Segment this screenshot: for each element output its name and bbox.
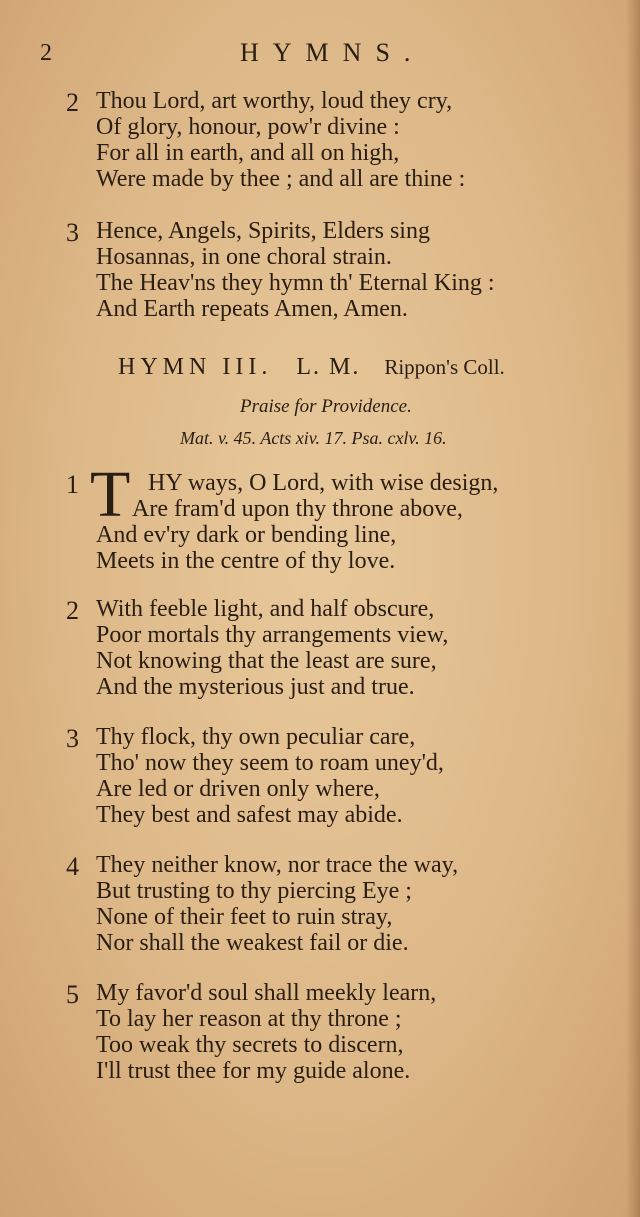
- scripture-reference: Mat. v. 45. Acts xiv. 17. Psa. cxlv. 16.: [180, 428, 447, 448]
- drop-cap: T: [90, 458, 131, 531]
- verse-line: Are led or driven only where,: [96, 776, 380, 802]
- stanza-number: 1: [66, 470, 79, 499]
- top-stanza-3: [0, 218, 640, 338]
- verse-line: They best and safest may abide.: [96, 802, 403, 828]
- stanza-number: 2: [66, 88, 79, 117]
- verse-line: Nor shall the weakest fail or die.: [96, 930, 409, 956]
- hymn-subtitle: Praise for Providence.: [240, 396, 412, 417]
- verse-line: Hence, Angels, Spirits, Elders sing: [96, 218, 430, 244]
- verse-line: Are fram'd upon thy throne above,: [132, 496, 463, 522]
- stanza-3: [0, 724, 640, 834]
- stanza-number: 5: [66, 980, 79, 1009]
- running-head: HYMNS.: [240, 38, 425, 67]
- verse-line: And ev'ry dark or bending line,: [96, 522, 397, 548]
- hymn-heading: [118, 354, 505, 381]
- verse-line: With feeble light, and half obscure,: [96, 596, 435, 622]
- verse-line: Poor mortals thy arrangements view,: [96, 622, 449, 648]
- stanza-number: 3: [66, 724, 79, 753]
- verse-line: Too weak thy secrets to discern,: [96, 1032, 404, 1058]
- stanza-4: [0, 852, 640, 962]
- hymn-meter: L. M.: [296, 354, 361, 380]
- verse-line: I'll trust thee for my guide alone.: [96, 1058, 411, 1084]
- verse-line: My favor'd soul shall meekly learn,: [96, 980, 437, 1006]
- verse-line: To lay her reason at thy throne ;: [96, 1006, 402, 1032]
- stanza-number: 3: [66, 218, 79, 247]
- verse-line: Meets in the centre of thy love.: [96, 548, 396, 574]
- verse-line: Tho' now they seem to roam uney'd,: [96, 750, 444, 776]
- verse-line: None of their feet to ruin stray,: [96, 904, 393, 930]
- top-stanza-2: [0, 88, 640, 208]
- verse-line: Thou Lord, art worthy, loud they cry,: [96, 88, 453, 114]
- verse-line: And the mysterious just and true.: [96, 674, 415, 700]
- verse-line: For all in earth, and all on high,: [96, 140, 400, 166]
- hymn-title: HYMN III.: [118, 354, 273, 380]
- verse-line: Of glory, honour, pow'r divine :: [96, 114, 400, 140]
- stanza-number: 2: [66, 596, 79, 625]
- page-number: 2: [40, 40, 52, 66]
- verse-line: And Earth repeats Amen, Amen.: [96, 296, 408, 322]
- verse-line: Hosannas, in one choral strain.: [96, 244, 392, 270]
- stanza-5: [0, 980, 640, 1090]
- verse-line: Not knowing that the least are sure,: [96, 648, 437, 674]
- hymn-source: Rippon's Coll.: [384, 355, 505, 379]
- stanza-number: 4: [66, 852, 79, 881]
- verse-line: They neither know, nor trace the way,: [96, 852, 459, 878]
- verse-line: HY ways, O Lord, with wise design,: [148, 470, 499, 496]
- verse-line: The Heav'ns they hymn th' Eternal King :: [96, 270, 495, 296]
- verse-line: But trusting to thy piercing Eye ;: [96, 878, 412, 904]
- verse-line: Thy flock, thy own peculiar care,: [96, 724, 416, 750]
- stanza-2: [0, 596, 640, 706]
- verse-line: Were made by thee ; and all are thine :: [96, 166, 466, 192]
